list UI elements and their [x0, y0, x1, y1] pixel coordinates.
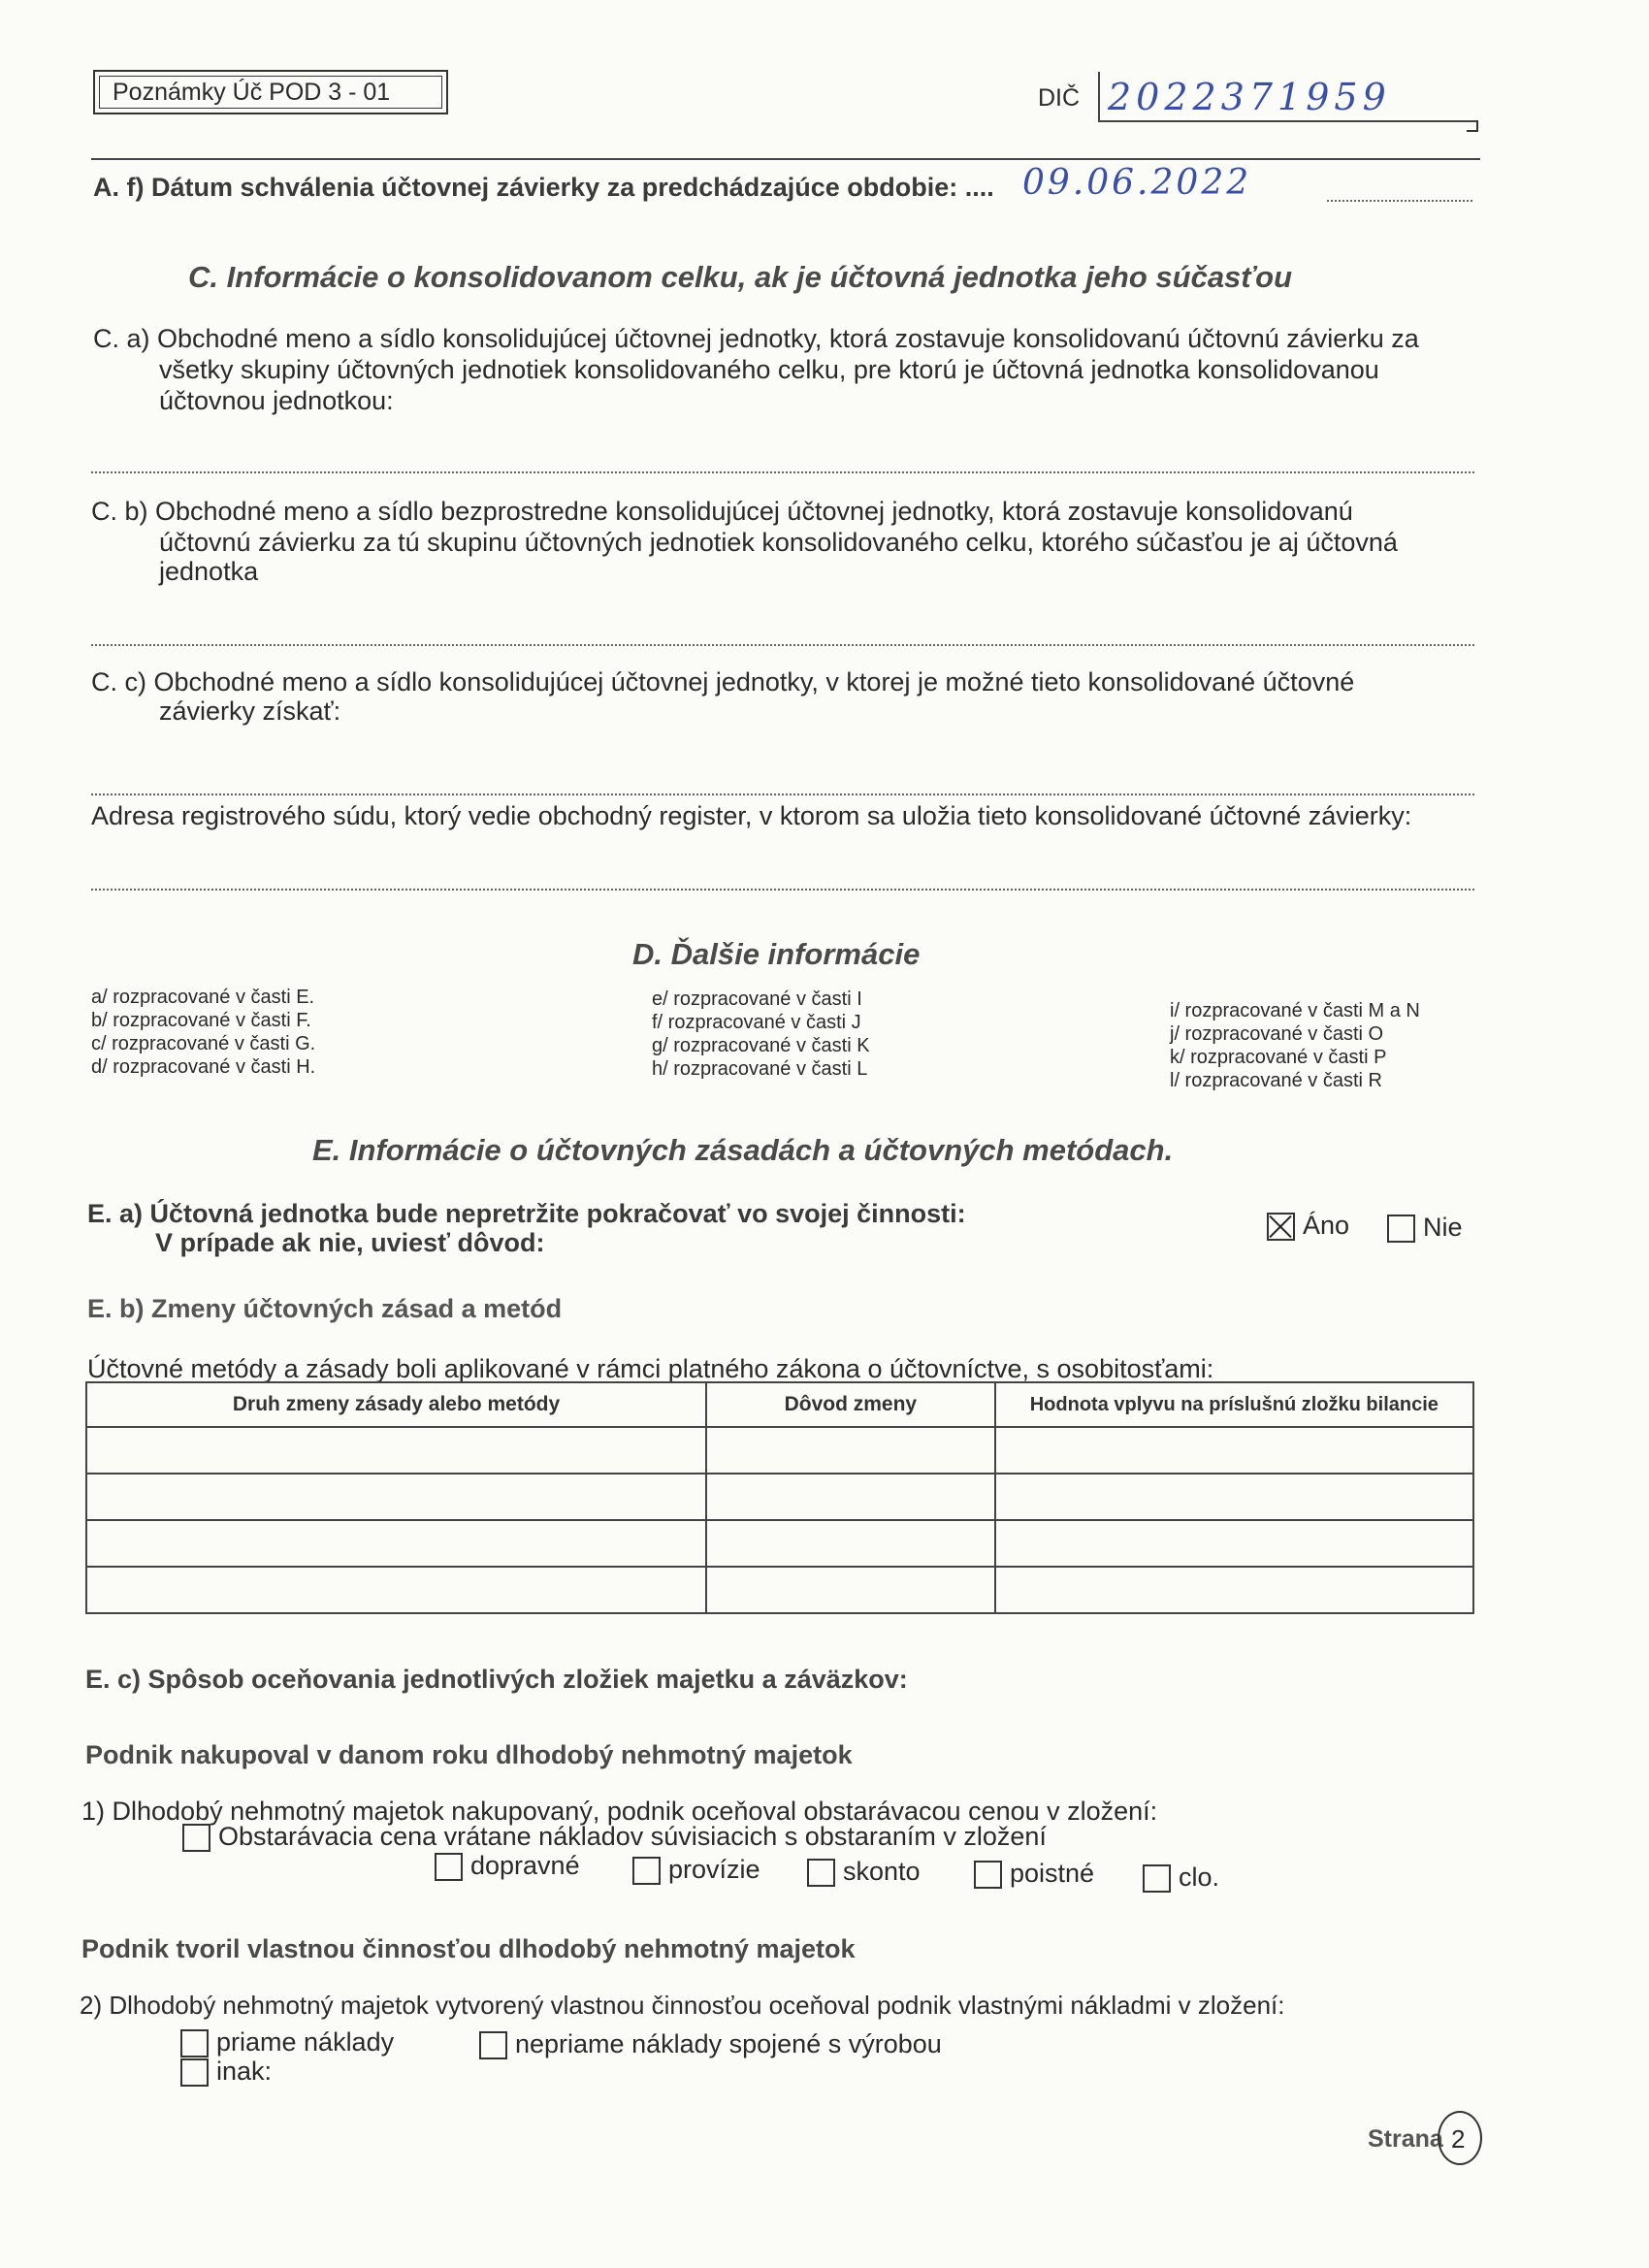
checkbox-provizie[interactable]: [632, 1857, 661, 1885]
table-cell[interactable]: [86, 1474, 706, 1520]
item-1-label: 1) Dlhodobý nehmotný majetok nakupovaný, podnik oceňoval obstarávacou cenou v zložení:: [81, 1797, 1158, 1826]
checkbox-poistne[interactable]: [974, 1861, 1002, 1889]
checkbox-nie[interactable]: [1387, 1215, 1415, 1243]
section-e-b-label: E. b) Zmeny účtovných zásad a metód: [87, 1294, 563, 1323]
section-d-item: g/ rozpracované v časti K: [652, 1035, 870, 1056]
cost-option-skonto[interactable]: [807, 1857, 921, 1887]
section-d-item: e/ rozpracované v časti I: [652, 988, 862, 1010]
direct-costs-option[interactable]: [180, 2027, 394, 2057]
section-c-a-answer-line[interactable]: [91, 471, 1474, 473]
cost-option-clo[interactable]: [1143, 1863, 1219, 1893]
table-cell[interactable]: [995, 1567, 1473, 1613]
checkbox-ano[interactable]: [1267, 1213, 1295, 1241]
table-intro: Účtovné metódy a zásady boli aplikované v rámci platného zákona o účtovníctve, s osobitosťami:: [87, 1354, 1214, 1383]
indirect-costs-option[interactable]: [479, 2029, 942, 2059]
section-c-c-answer-line[interactable]: [91, 794, 1474, 795]
section-c-a-line: C. a) Obchodné meno a sídlo konsolidujúcej účtovnej jednotky, ktorá zostavuje konsolidovanú účtovnú závierku za: [93, 324, 1419, 353]
corner-mark: [1467, 120, 1478, 132]
table-cell[interactable]: [706, 1567, 995, 1613]
section-d-item: f/ rozpracované v časti J: [652, 1012, 861, 1033]
clo-label: clo.: [1179, 1863, 1220, 1892]
checkbox-indirect-costs[interactable]: [479, 2031, 507, 2059]
purchased-intangible-title: Podnik nakupoval v danom roku dlhodobý nehmotný majetok: [85, 1740, 853, 1769]
changes-table: [85, 1381, 1474, 1614]
section-c-b-line: jednotka: [159, 557, 259, 586]
approval-date-value[interactable]: 09.06.2022: [1022, 163, 1252, 203]
table-cell[interactable]: [995, 1520, 1473, 1567]
item-2-label: 2) Dlhodobý nehmotný majetok vytvorený vlastnou činnosťou oceňoval podnik vlastnými nákladmi v zložení:: [80, 1991, 1285, 2020]
header-divider: [91, 158, 1480, 160]
registry-court-address-label: Adresa registrového súdu, ktorý vedie obchodný register, v ktorom sa uložia tieto konsolidované účtovné závierky:: [91, 801, 1412, 830]
section-d-item: b/ rozpracované v časti F.: [91, 1010, 311, 1031]
table-cell[interactable]: [706, 1427, 995, 1474]
section-c-b-line: C. b) Obchodné meno a sídlo bezprostredne konsolidujúcej účtovnej jednotky, ktorá zostavuje konsolidovanú: [91, 497, 1353, 526]
section-c-title: C. Informácie o konsolidovanom celku, ak je účtovná jednotka jeho súčasťou: [188, 260, 1293, 294]
form-code-label: Poznámky Úč POD 3 - 01: [113, 79, 391, 106]
table-cell[interactable]: [86, 1520, 706, 1567]
section-d-item: k/ rozpracované v časti P: [1170, 1047, 1387, 1068]
dic-field[interactable]: [1098, 72, 1476, 122]
checkbox-clo[interactable]: [1143, 1864, 1171, 1893]
section-d-item: i/ rozpracované v časti M a N: [1170, 1000, 1420, 1021]
section-d-item: l/ rozpracované v časti R: [1170, 1070, 1382, 1091]
acquisition-cost-label: Obstarávacia cena vrátane nákladov súvisiacich s obstaraním v zložení: [218, 1822, 1047, 1851]
ano-label: Áno: [1303, 1211, 1350, 1240]
section-c-a-line: účtovnou jednotkou:: [159, 386, 394, 415]
section-e-a-line: E. a) Účtovná jednotka bude nepretržite pokračovať vo svojej činnosti:: [87, 1199, 966, 1228]
table-cell[interactable]: [706, 1520, 995, 1567]
acquisition-cost-option[interactable]: [182, 1822, 1047, 1852]
section-c-c-line: C. c) Obchodné meno a sídlo konsolidujúcej účtovnej jednotky, v ktorej je možné tieto konsolidované účtovné: [91, 667, 1355, 697]
table-header-cell: Dôvod zmeny: [706, 1382, 995, 1427]
checkbox-other[interactable]: [180, 2058, 209, 2087]
section-c-a-line: všetky skupiny účtovných jednotiek konsolidovaného celku, pre ktorú je účtovná jednotka konsolidovanou: [159, 355, 1379, 384]
cost-option-dopravne[interactable]: [435, 1851, 580, 1881]
provizie-label: provízie: [668, 1855, 760, 1884]
section-c-b-answer-line[interactable]: [91, 644, 1474, 646]
table-row[interactable]: [86, 1520, 1473, 1567]
section-d-column-1: [91, 986, 315, 1079]
table-cell[interactable]: [995, 1474, 1473, 1520]
changes-table-wrapper: [85, 1381, 1474, 1614]
section-a-label: A. f) Dátum schválenia účtovnej závierky za predchádzajúce obdobie: ....: [93, 173, 994, 202]
table-row[interactable]: [86, 1427, 1473, 1474]
table-row[interactable]: [86, 1474, 1473, 1520]
created-intangible-title: Podnik tvoril vlastnou činnosťou dlhodobý nehmotný majetok: [81, 1934, 856, 1963]
table-cell[interactable]: [995, 1427, 1473, 1474]
dopravne-label: dopravné: [470, 1851, 580, 1880]
table-header-row: [86, 1382, 1473, 1427]
section-d-column-3: [1170, 999, 1420, 1092]
skonto-label: skonto: [843, 1857, 921, 1886]
table-cell[interactable]: [86, 1567, 706, 1613]
section-d-item: a/ rozpracované v časti E.: [91, 987, 315, 1008]
direct-costs-label: priame náklady: [216, 2027, 395, 2057]
section-e-a-reason-label: V prípade ak nie, uviesť dôvod:: [155, 1228, 545, 1257]
table-cell[interactable]: [86, 1427, 706, 1474]
checkbox-dopravne[interactable]: [435, 1853, 463, 1881]
section-d-item: h/ rozpracované v časti L: [652, 1058, 868, 1080]
dic-label: DIČ: [1038, 84, 1081, 112]
page-label: Strana: [1368, 2125, 1443, 2153]
nie-label: Nie: [1423, 1213, 1463, 1242]
section-d-item: d/ rozpracované v časti H.: [91, 1056, 316, 1078]
going-concern-ano-option[interactable]: [1267, 1211, 1349, 1241]
cost-option-provizie[interactable]: [632, 1855, 760, 1885]
table-row[interactable]: [86, 1567, 1473, 1613]
date-dotted-line: [1327, 200, 1472, 202]
section-d-item: c/ rozpracované v časti G.: [91, 1033, 316, 1054]
form-code-box: [93, 70, 448, 114]
registry-court-answer-line[interactable]: [91, 889, 1474, 891]
checkbox-acquisition-cost[interactable]: [182, 1824, 210, 1852]
poistne-label: poistné: [1010, 1859, 1095, 1888]
checkbox-direct-costs[interactable]: [180, 2029, 209, 2057]
section-c-b-line: účtovnú závierku za tú skupinu účtovných jednotiek konsolidovaného celku, ktorého súčasťou je aj účtovná: [159, 528, 1398, 557]
section-d-title: D. Ďalšie informácie: [632, 937, 921, 971]
table-header-cell: Hodnota vplyvu na príslušnú zložku bilancie: [995, 1382, 1473, 1427]
other-label: inak:: [216, 2057, 273, 2086]
cost-option-poistne[interactable]: [974, 1859, 1094, 1889]
section-e-c-label: E. c) Spôsob oceňovania jednotlivých zložiek majetku a záväzkov:: [85, 1665, 908, 1694]
section-c-c-line: závierky získať:: [159, 697, 341, 726]
section-d-column-2: [652, 988, 870, 1081]
indirect-costs-label: nepriame náklady spojené s výrobou: [515, 2029, 942, 2058]
table-cell[interactable]: [706, 1474, 995, 1520]
other-option[interactable]: [180, 2057, 272, 2087]
dic-value: 2022371959: [1108, 76, 1391, 118]
page-number: 2: [1451, 2124, 1466, 2154]
table-header-cell: Druh zmeny zásady alebo metódy: [86, 1382, 706, 1427]
checkbox-skonto[interactable]: [807, 1859, 835, 1887]
section-d-item: j/ rozpracované v časti O: [1170, 1023, 1384, 1045]
going-concern-nie-option[interactable]: [1387, 1213, 1463, 1243]
section-e-title: E. Informácie o účtovných zásadách a účtovných metódach.: [312, 1133, 1174, 1167]
